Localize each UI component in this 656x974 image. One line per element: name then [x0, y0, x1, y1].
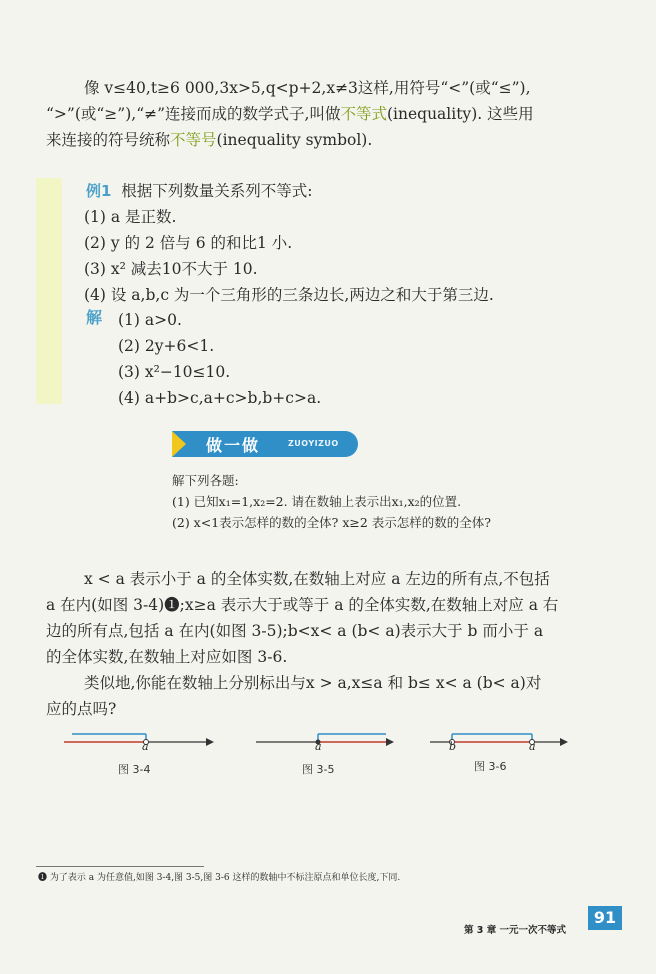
example-item-4: (4) 设 a,b,c 为一个三角形的三条边长,两边之和大于第三边.: [84, 286, 494, 304]
activity-pinyin: ZUOYIZUO: [288, 439, 339, 448]
activity-item-1: (1) 已知x₁=1,x₂=2. 请在数轴上表示出x₁,x₂的位置.: [172, 494, 462, 509]
intro-line-3-rest: (inequality symbol).: [216, 131, 373, 149]
footnote: [38, 872, 400, 884]
solution-2: (2) 2y+6<1.: [118, 337, 215, 355]
solution-label: 解: [86, 308, 103, 327]
example-item-1: (1) a 是正数.: [84, 208, 177, 226]
figure-3-4-point-a: a: [142, 740, 149, 753]
figure-3-5-number-line: [252, 728, 402, 758]
intro-line-2-rest: (inequality). 这些用: [386, 105, 534, 123]
intro-line-2-text: “>”(或“≥”),“≠”连接而成的数学式子,叫做: [46, 105, 341, 123]
figure-3-6-point-b: b: [449, 740, 457, 753]
footnote-text: 为了表示 a 为任意值,如图 3-4,图 3-5,图 3-6 这样的数轴中不标注原点和单位长度,下同.: [49, 873, 401, 883]
footnote-marker: ❶: [38, 873, 48, 883]
example-prompt: 根据下列数量关系列不等式:: [121, 182, 313, 200]
example-heading: [86, 178, 313, 204]
solution-3: (3) x²−10≤10.: [118, 363, 231, 381]
chapter-label: 第 3 章 一元一次不等式: [464, 925, 567, 936]
activity-banner: [172, 431, 358, 457]
figure-3-6-caption: 图 3-6: [474, 760, 507, 773]
body-line-4: 的全体实数,在数轴上对应如图 3-6.: [46, 648, 288, 666]
term-inequality: 不等式: [340, 105, 387, 123]
example-item-3: (3) x² 减去10不大于 10.: [84, 260, 258, 278]
example-label: 例1: [86, 182, 112, 200]
body-line-6: 应的点吗?: [46, 700, 117, 718]
example-item-2: (2) y 的 2 倍与 6 的和比1 小.: [84, 234, 293, 252]
body-line-3: 边的所有点,包括 a 在内(如图 3-5);b<x< a (b< a)表示大于 b 而小于 a: [46, 622, 544, 640]
example-highlight-bar: [36, 178, 62, 404]
body-line-5: 类似地,你能在数轴上分别标出与x > a,x≤a 和 b≤ x< a (b< a)对: [84, 674, 542, 692]
intro-line-3: [46, 127, 372, 153]
activity-item-2: (2) x<1表示怎样的数的全体? x≥2 表示怎样的数的全体?: [172, 515, 491, 530]
term-inequality-symbol: 不等号: [170, 131, 217, 149]
solution-4: (4) a+b>c,a+c>b,b+c>a.: [118, 389, 322, 407]
activity-title: 做一做: [206, 436, 261, 455]
figure-3-4-number-line: [60, 728, 220, 758]
solution-1: (1) a>0.: [118, 311, 182, 329]
figure-3-5-caption: 图 3-5: [302, 763, 335, 776]
figure-3-4-caption: 图 3-4: [118, 763, 151, 776]
page-number: 91: [588, 906, 622, 930]
activity-intro: 解下列各题:: [172, 473, 239, 488]
intro-line-2: [46, 101, 534, 127]
banner-arrow-icon: [172, 431, 186, 457]
body-line-2: a 在内(如图 3-4)❶;x≥a 表示大于或等于 a 的全体实数,在数轴上对应 a 右: [46, 596, 559, 614]
intro-line-3-text: 来连接的符号统称: [46, 131, 171, 149]
intro-line-1: 像 v≤40,t≥6 000,3x>5,q<p+2,x≠3这样,用符号“<”(或“≤”),: [84, 79, 531, 97]
body-line-1: x < a 表示小于 a 的全体实数,在数轴上对应 a 左边的所有点,不包括: [84, 570, 550, 588]
figure-3-5-point-a: a: [315, 740, 322, 753]
figure-3-6-point-a: a: [529, 740, 536, 753]
footnote-divider: [36, 866, 204, 867]
